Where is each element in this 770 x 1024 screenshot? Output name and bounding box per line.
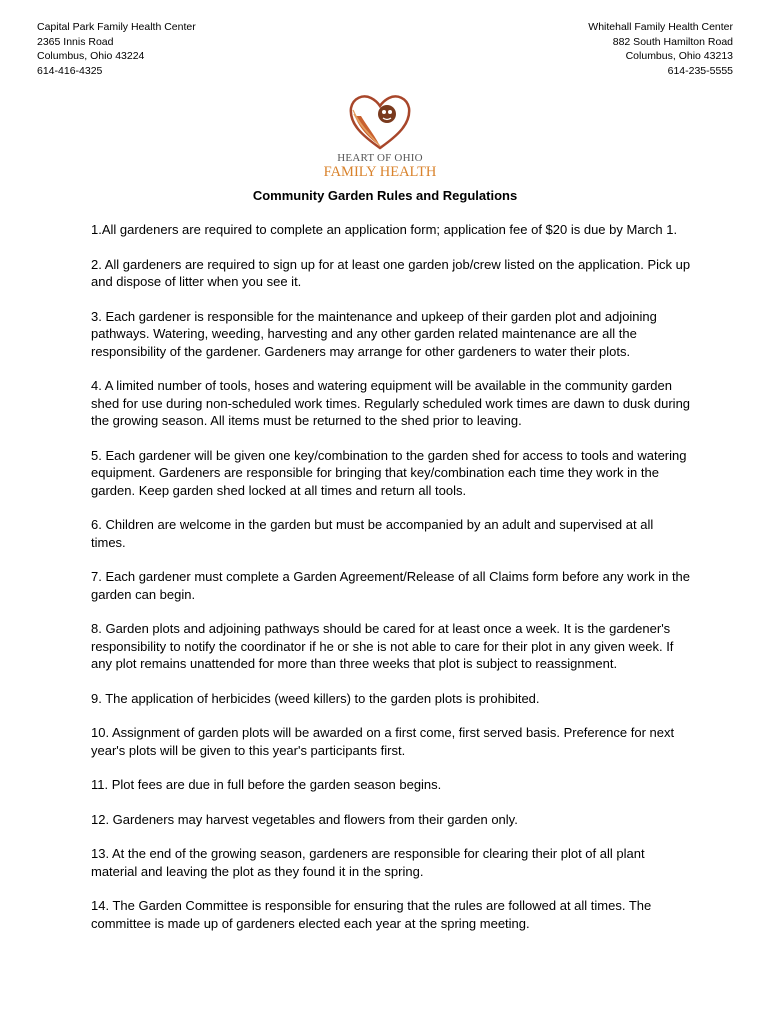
rules-list (91, 221, 691, 949)
rule-1: 1.All gardeners are required to complete an application form; application fee of $20 is due by March 1. (91, 222, 678, 237)
rule-10: 10. Assignment of garden plots will be awarded on a first come, first served basis. Preference for next year's plots will be given to this year's participants first. (91, 725, 675, 758)
logo-line-2: FAMILY HEALTH (323, 164, 437, 180)
right-clinic-city: Columbus, Ohio 43213 (625, 50, 733, 62)
left-clinic-city: Columbus, Ohio 43224 (37, 50, 145, 62)
rule-3: 3. Each gardener is responsible for the maintenance and upkeep of their garden plot and adjoining pathways. Watering, weeding, harvesting and any other garden related maintenance are all the responsibility of the gardener. Gardeners may arrange for other gardeners to water their plots. (91, 308, 657, 359)
left-clinic-name: Capital Park Family Health Center (37, 21, 196, 33)
logo-line-1: HEART OF OHIO (337, 152, 423, 164)
right-clinic-address (588, 20, 733, 78)
right-clinic-phone: 614-235-5555 (667, 64, 733, 77)
rule-8: 8. Garden plots and adjoining pathways should be cared for at least once a week. It is the gardener's responsibility to notify the coordinator if he or she is not able to care for their plot in any given week. If any plot remains unattended for more than three weeks that plot is subject to reassignment. (91, 621, 674, 671)
rule-12: 12. Gardeners may harvest vegetables and flowers from their garden only. (91, 811, 518, 827)
rule-2: 2. All gardeners are required to sign up for at least one garden job/crew listed on the application. Pick up and dispose of litter when you see it. (91, 256, 691, 289)
rule-9: 9. The application of herbicides (weed killers) to the garden plots is prohibited. (91, 690, 540, 706)
rule-6: 6. Children are welcome in the garden but must be accompanied by an adult and supervised at all times. (91, 517, 654, 550)
right-clinic-street: 882 South Hamilton Road (612, 35, 733, 48)
rule-13: 13. At the end of the growing season, gardeners are responsible for clearing their plot of all plant material and leaving the plot as they found it in the spring. (91, 846, 645, 879)
rule-11: 11. Plot fees are due in full before the garden season begins. (91, 777, 442, 792)
left-clinic-street: 2365 Innis Road (37, 35, 114, 48)
document-title: Community Garden Rules and Regulations (252, 188, 518, 203)
rule-5: 5. Each gardener will be given one key/combination to the garden shed for access to tools and watering equipment. Gardeners are responsible for bringing that key/combination each time they work in the garden. Keep garden shed locked at all times and return all tools. (91, 447, 687, 498)
rule-7: 7. Each gardener must complete a Garden Agreement/Release of all Claims form before any work in the garden can begin. (91, 569, 691, 602)
left-clinic-phone: 614-416-4325 (37, 64, 103, 77)
heart-logo-icon (345, 90, 415, 150)
left-clinic-address (37, 20, 196, 78)
rule-4: 4. A limited number of tools, hoses and watering equipment will be available in the community garden shed for use during non-scheduled work times. Regularly scheduled work times are dawn to dusk during the growing season. All items must be returned to the shed prior to leaving. (91, 378, 691, 428)
heart-of-ohio-logo (310, 90, 450, 182)
right-clinic-name: Whitehall Family Health Center (588, 21, 733, 33)
rule-14: 14. The Garden Committee is responsible for ensuring that the rules are followed at all times. The committee is made up of gardeners elected each year at the spring meeting. (91, 898, 652, 931)
